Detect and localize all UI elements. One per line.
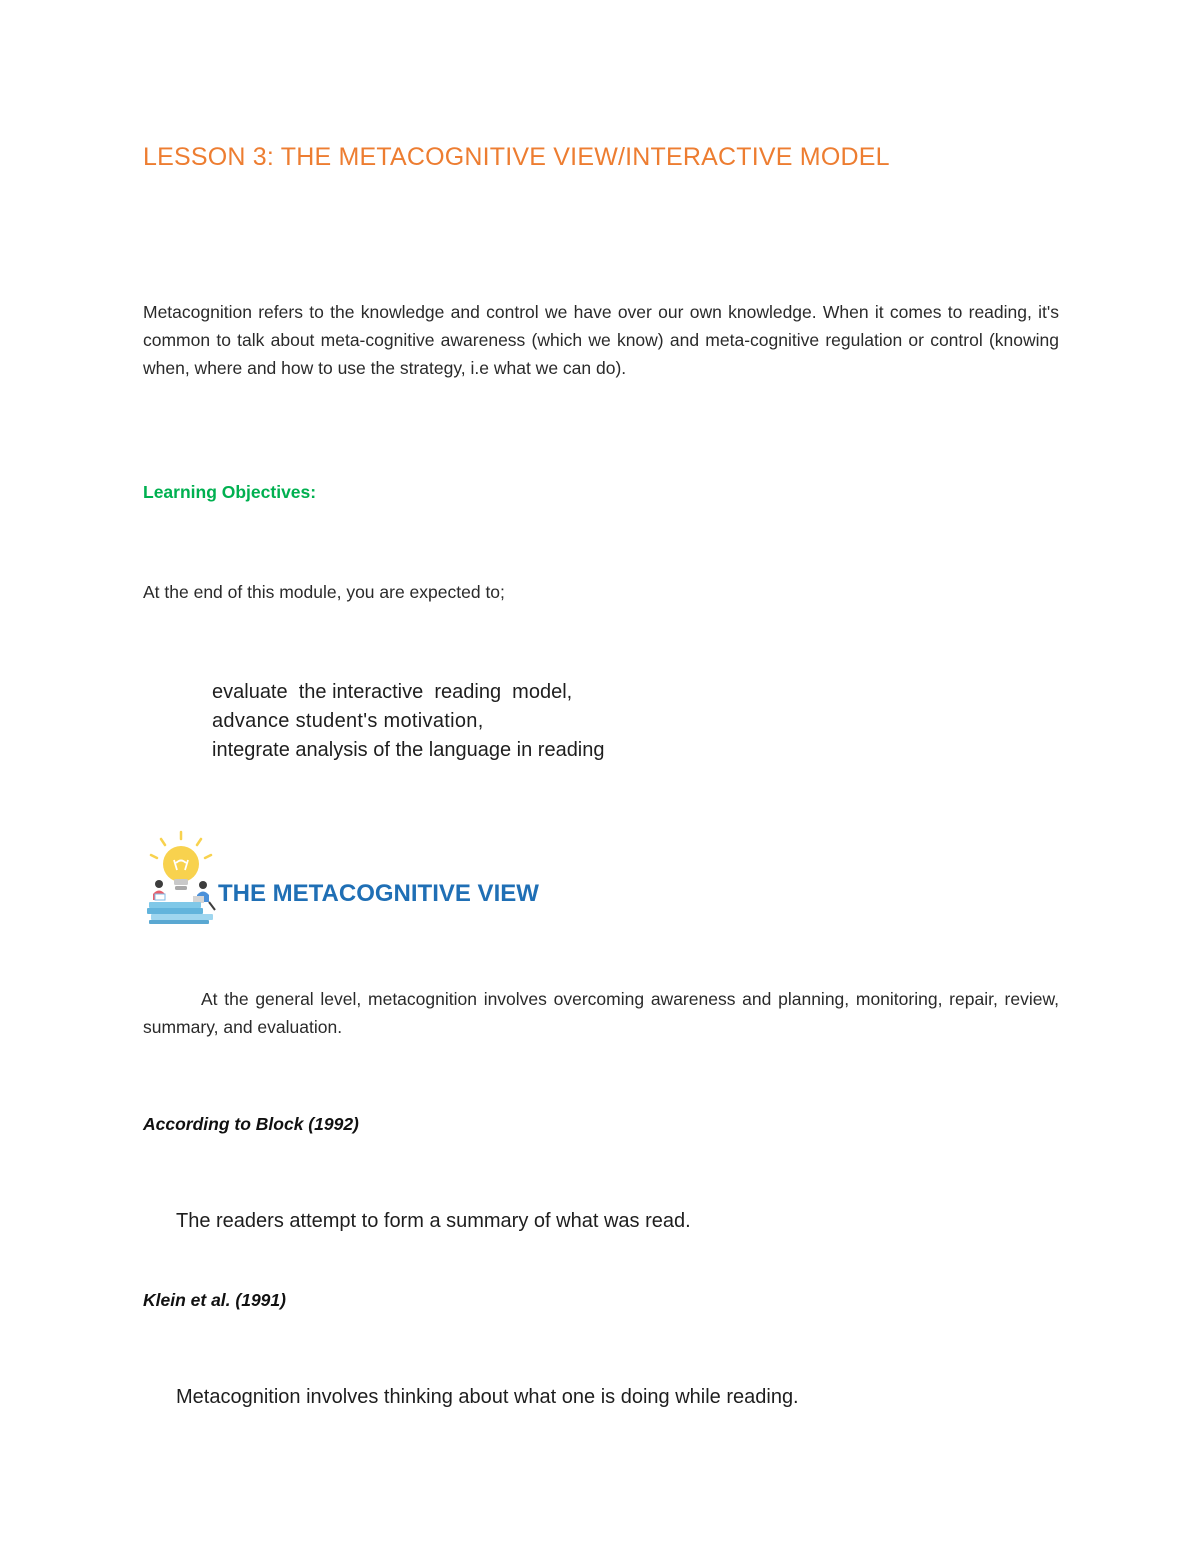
citation-quote: The readers attempt to form a summary of what was read. (176, 1210, 691, 1232)
section-heading: THE METACOGNITIVE VIEW (218, 880, 539, 907)
objectives-lead-in: At the end of this module, you are expected to; (143, 582, 505, 602)
general-paragraph: At the general level, metacognition involves overcoming awareness and planning, monitoring, repair, review, summary, and evaluation. (143, 989, 1059, 1037)
lightbulb-reading-icon (143, 830, 219, 926)
objective-item: evaluate the interactive reading model, (212, 681, 573, 703)
citation-author: According to Block (1992) (143, 1114, 359, 1134)
objectives-list (212, 678, 605, 765)
lesson-title: LESSON 3: THE METACOGNITIVE VIEW/INTERACTIVE MODEL (143, 143, 890, 171)
objective-item: advance student's motivation, (212, 710, 484, 732)
citation-quote: Metacognition involves thinking about what one is doing while reading. (176, 1386, 799, 1408)
citation-author: Klein et al. (1991) (143, 1290, 286, 1310)
intro-paragraph: Metacognition refers to the knowledge and control we have over our own knowledge. When it comes to reading, it's common to talk about meta-cognitive awareness (which we know) and meta-cognitive regulation or control (knowing when, where and how to use the strategy, i.e what we can do). (143, 302, 1059, 378)
objectives-heading: Learning Objectives: (143, 482, 317, 502)
objective-item: integrate analysis of the language in reading (212, 739, 605, 761)
